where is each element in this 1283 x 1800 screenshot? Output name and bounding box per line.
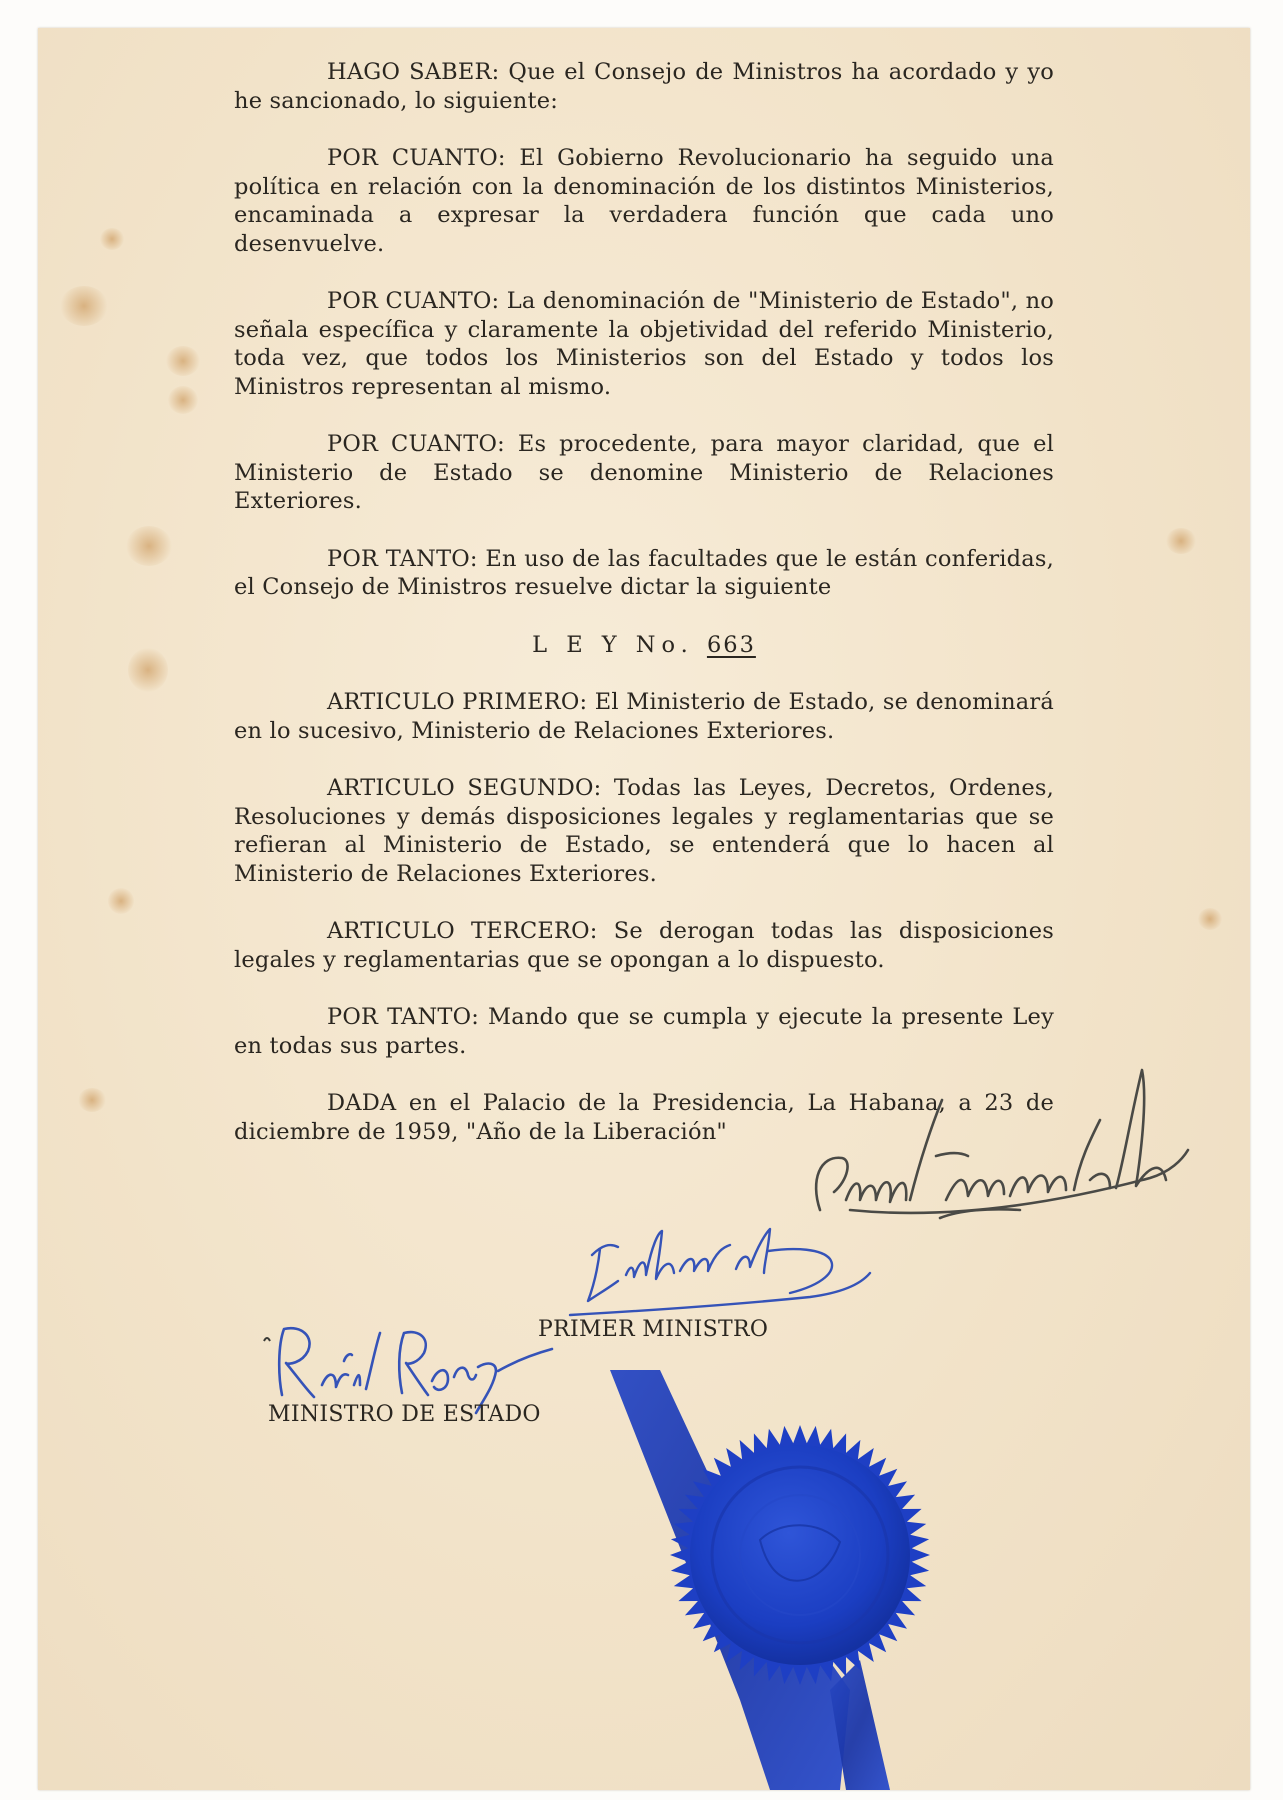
foxing-stain [128,648,168,692]
foxing-stain [1198,908,1222,930]
paragraph [234,545,1054,602]
foxing-stain [1166,528,1196,554]
paragraph [234,287,1054,401]
paragraph-text: Que el Consejo de Ministros ha acordado y yo he sancionado, lo siguiente: [234,59,1054,114]
law-number: 663 [706,631,756,658]
paragraph-label: HAGO SABER: [327,59,500,85]
article-text: El Ministerio de Estado, se denominará en lo sucesivo, Ministerio de Relaciones Exteriores. [234,689,1054,744]
seal-with-ribbon [590,1370,990,1790]
paragraph-text: La denominación de "Ministerio de Estado", no señala específica y claramente la objetividad del referido Ministerio, toda vez, que todos los Ministerios son del Estado y todos los Ministros representan al mismo. [234,288,1055,400]
article [234,1003,1054,1060]
article-text: Todas las Leyes, Decretos, Ordenes, Resoluciones y demás disposiciones legales y reglamentarias que se refieran al Ministerio de Estado, se entenderá que lo hacen al Ministerio de Relaciones Exteriores. [234,775,1054,887]
preamble [234,58,1054,602]
article-label: ARTICULO TERCERO: [327,918,598,944]
article-text: Se derogan todas las disposiciones legales y reglamentarias que se opongan a lo dispuesto. [234,918,1054,973]
law-heading [234,631,1054,660]
foxing-stain [166,346,200,376]
paragraph-text: Es procedente, para mayor claridad, que el Ministerio de Estado se denomine Ministerio de Relaciones Exteriores. [234,431,1054,514]
dada-text: en el Palacio de la Presidencia, La Habana, a 23 de diciembre de 1959, "Año de la Liberación" [234,1090,1054,1145]
foxing-stain [78,1088,106,1112]
paragraph-text: El Gobierno Revolucionario ha seguido una política en relación con la denominación de los distintos Ministerios, encaminada a expresar la verdadera función que cada uno desenvuelve. [234,145,1054,257]
article [234,774,1054,888]
article-label: POR TANTO: [327,1004,480,1030]
article [234,917,1054,974]
article-label: ARTICULO SEGUNDO: [327,775,602,801]
article [234,688,1054,745]
foxing-stain [126,526,172,566]
foxing-stain [168,386,198,414]
foxing-stain [108,888,134,914]
articles [234,688,1054,1060]
dada-label: DADA [327,1090,397,1116]
paragraph [234,430,1054,516]
article-label: ARTICULO PRIMERO: [327,689,588,715]
prime-minister-title: PRIMER MINISTRO [538,1317,769,1342]
foxing-stain [60,286,108,326]
paragraph [234,144,1054,258]
paragraph-label: POR CUANTO: [327,145,506,171]
article-text: Mando que se cumpla y ejecute la presente Ley en todas sus partes. [234,1004,1054,1059]
minister-title: MINISTRO DE ESTADO [268,1402,541,1427]
paragraph-label: POR CUANTO: [327,431,505,457]
paragraph-text: En uso de las facultades que le están conferidas, el Consejo de Ministros resuelve dictar la siguiente [234,545,1054,600]
document-body [234,58,1054,1146]
foxing-stain [100,228,124,250]
paragraph-label: POR TANTO: [327,545,478,572]
paragraph [234,58,1054,115]
law-heading-text: L E Y No. [532,631,694,658]
paragraph-label: POR CUANTO: [327,288,500,314]
